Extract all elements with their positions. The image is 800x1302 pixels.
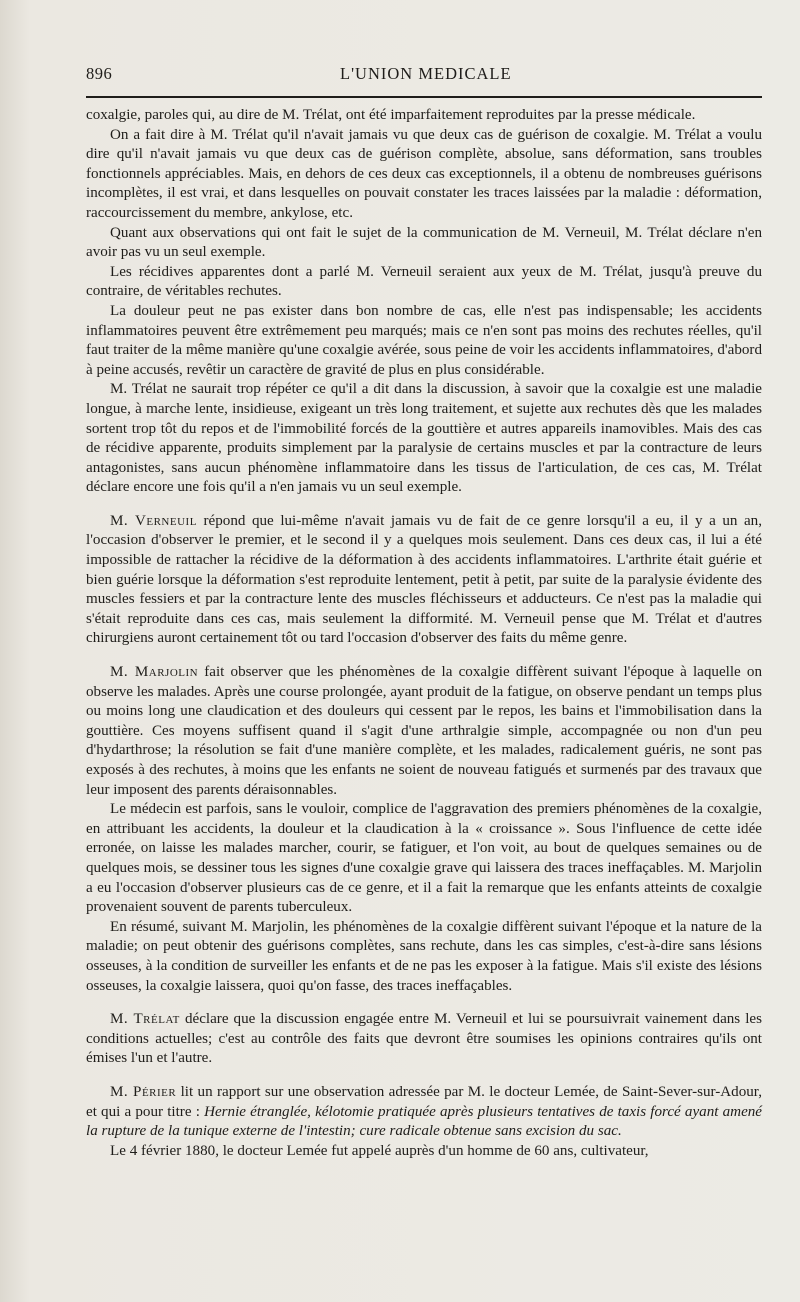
running-head xyxy=(86,58,762,88)
paragraph: Le 4 février 1880, le docteur Lemée fut appelé auprès d'un homme de 60 ans, cultivateur, xyxy=(110,1142,649,1159)
paragraph: En résumé, suivant M. Marjolin, les phénomènes de la coxalgie diffèrent suivant l'époque et la nature de la maladie; on peut obtenir des guérisons complètes, sans rechute, dans les cas simples, c'est-à-dire sans lésions osseuses, à la condition de surveiller les enfants et de ne pas les exposer à la fatigue. Mais s'il existe des lésions osseuses, la coxalgie laissera, quoi qu'on fasse, des traces ineffaçables. xyxy=(86,918,762,994)
header-rule xyxy=(86,96,762,98)
paragraph: Les récidives apparentes dont a parlé M. Verneuil seraient aux yeux de M. Trélat, jusqu'à preuve du contraire, de véritables rechutes. xyxy=(86,263,762,300)
paragraph: On a fait dire à M. Trélat qu'il n'avait jamais vu que deux cas de guérison de coxalgie. M. Trélat a voulu dire qu'il n'avait jamais vu que deux cas de guérison complète, absolue, sans déformation, sans troubles fonctionnels appréciables. Mais, en dehors de ces deux cas exceptionnels, il a obtenu de nombreuses guérisons incomplètes, il est vrai, et dans lesquelles on pouvait constater les traces laissées par la maladie : déformation, raccourcissement du membre, ankylose, etc. xyxy=(86,126,762,221)
speaker-name: M. Trélat xyxy=(110,1011,180,1028)
report-title: Hernie étranglée, kélotomie pratiquée après plusieurs tentatives de taxis forcé ayant amené la rupture de la tunique externe de l'intestin; cure radicale obtenue sans excision du sac. xyxy=(86,1103,763,1140)
paragraph: Le médecin est parfois, sans le vouloir, complice de l'aggravation des premiers phénomènes de la coxalgie, en attribuant les accidents, la douleur et la claudication à la « croissance ». Sous l'influence de cette idée erronée, on laisse les malades marcher, courir, se fatiguer, et l'on voit, au bout de quelques semaines ou de quelques mois, se dessiner tous les signes d'une coxalgie grave qui laissera des traces ineffaçables. M. Marjolin a eu l'occasion d'observer plusieurs cas de ce genre, et il a fait la remarque que les enfants atteints de coxalgie provenaient souvent de parents tuberculeux. xyxy=(86,801,762,916)
body-text xyxy=(86,106,762,1161)
paragraph-perier: M. Périer lit un rapport sur une observation adressée par M. le docteur Lemée, de Saint-Sever-sur-Adour, et qui a pour titre : Hernie étranglée, kélotomie pratiquée après plusieurs tentatives de taxis forcé ayant amené la rupture de la tunique externe de l'intestin; cure radicale obtenue sans excision du sac. xyxy=(86,1083,763,1140)
paragraph: coxalgie, paroles qui, au dire de M. Trélat, ont été imparfaitement reproduites par la presse médicale. xyxy=(86,107,696,123)
paragraph: Quant aux observations qui ont fait le sujet de la communication de M. Verneuil, M. Trélat déclare n'en avoir pas vu un seul exemple. xyxy=(86,224,762,261)
paragraph-trelat: M. Trélat déclare que la discussion engagée entre M. Verneuil et lui se poursuivrait vainement dans les conditions actuelles; c'est au contrôle des faits que devront être soumises les opinions contraires qu'ils ont émises l'un et l'autre. xyxy=(86,1011,762,1067)
paragraph-marjolin: M. Marjolin fait observer que les phénomènes de la coxalgie diffèrent suivant l'époque à laquelle on observe les malades. Après une course prolongée, ayant produit de la fatigue, on observe pendant un temps plus ou moins long une claudication et des douleurs qui cessent par le repos, les bains et l'immobilisation dans la gouttière. Ces moyens suffisent quand il s'agit d'une arthralgie simple, accompagnée ou non d'un peu d'hydarthrose; la résolution se fait d'une manière complète, et les malades, radicalement guéris, ne sont pas exposés à des rechutes, à moins que les enfants ne soient de nouveau fatigués et surmenés par des travaux que leur imposent des parents déraisonnables. xyxy=(86,664,762,798)
speaker-name: M. Verneuil xyxy=(110,512,197,529)
speaker-name: M. Marjolin xyxy=(110,664,199,681)
paragraph: La douleur peut ne pas exister dans bon nombre de cas, elle n'est pas indispensable; les accidents inflammatoires peuvent être extrêmement peu marqués; mais ce n'en sont pas moins des rechutes réelles, qu'il faut traiter de la même manière qu'une coxalgie avérée, sous peine de voir les accidents inflammatoires, d'abord à peine accusés, revêtir un caractère de gravité de plus en plus considérable. xyxy=(86,302,762,378)
paragraph: M. Trélat ne saurait trop répéter ce qu'il a dit dans la discussion, à savoir que la coxalgie est une maladie longue, à marche lente, insidieuse, exigeant un très long traitement, et sujette aux rechutes dès que les malades sortent trop tôt du repos et de l'immobilité forcés de la gouttière et autres appareils inamovibles. Mais des cas de récidive apparente, produits simplement par la paralysie de certains muscles et par la contracture de leurs antagonistes, sans aucun phénomène inflammatoire dans les tissus de l'articulation, de ces cas, M. Trélat déclare encore une fois qu'il a n'en jamais vu un seul exemple. xyxy=(86,381,762,496)
journal-title: L'UNION MEDICALE xyxy=(340,64,512,83)
paragraph-verneuil: M. Verneuil répond que lui-même n'avait jamais vu de fait de ce genre lorsqu'il a eu, il y a un an, l'occasion d'observer le premier, et le second il y a quelques mois seulement. Dans ces deux cas, il lui a été impossible de rattacher la récidive de la déformation à des accidents inflammatoires. L'arthrite était guérie et bien guérie lorsque la déformation s'est reproduite lentement, petit à petit, par suite de la paralysie évidente des muscles fessiers et par la contracture lente des muscles fléchisseurs et adducteurs. Ce n'est pas la maladie qui s'était reproduite dans ces cas, mais seulement la difformité. M. Verneuil pense que M. Trélat et d'autres chirurgiens auront certainement tôt ou tard l'occasion d'observer des faits du même genre. xyxy=(86,512,763,647)
speaker-name: M. Périer xyxy=(110,1083,177,1100)
page-number: 896 xyxy=(86,64,113,83)
